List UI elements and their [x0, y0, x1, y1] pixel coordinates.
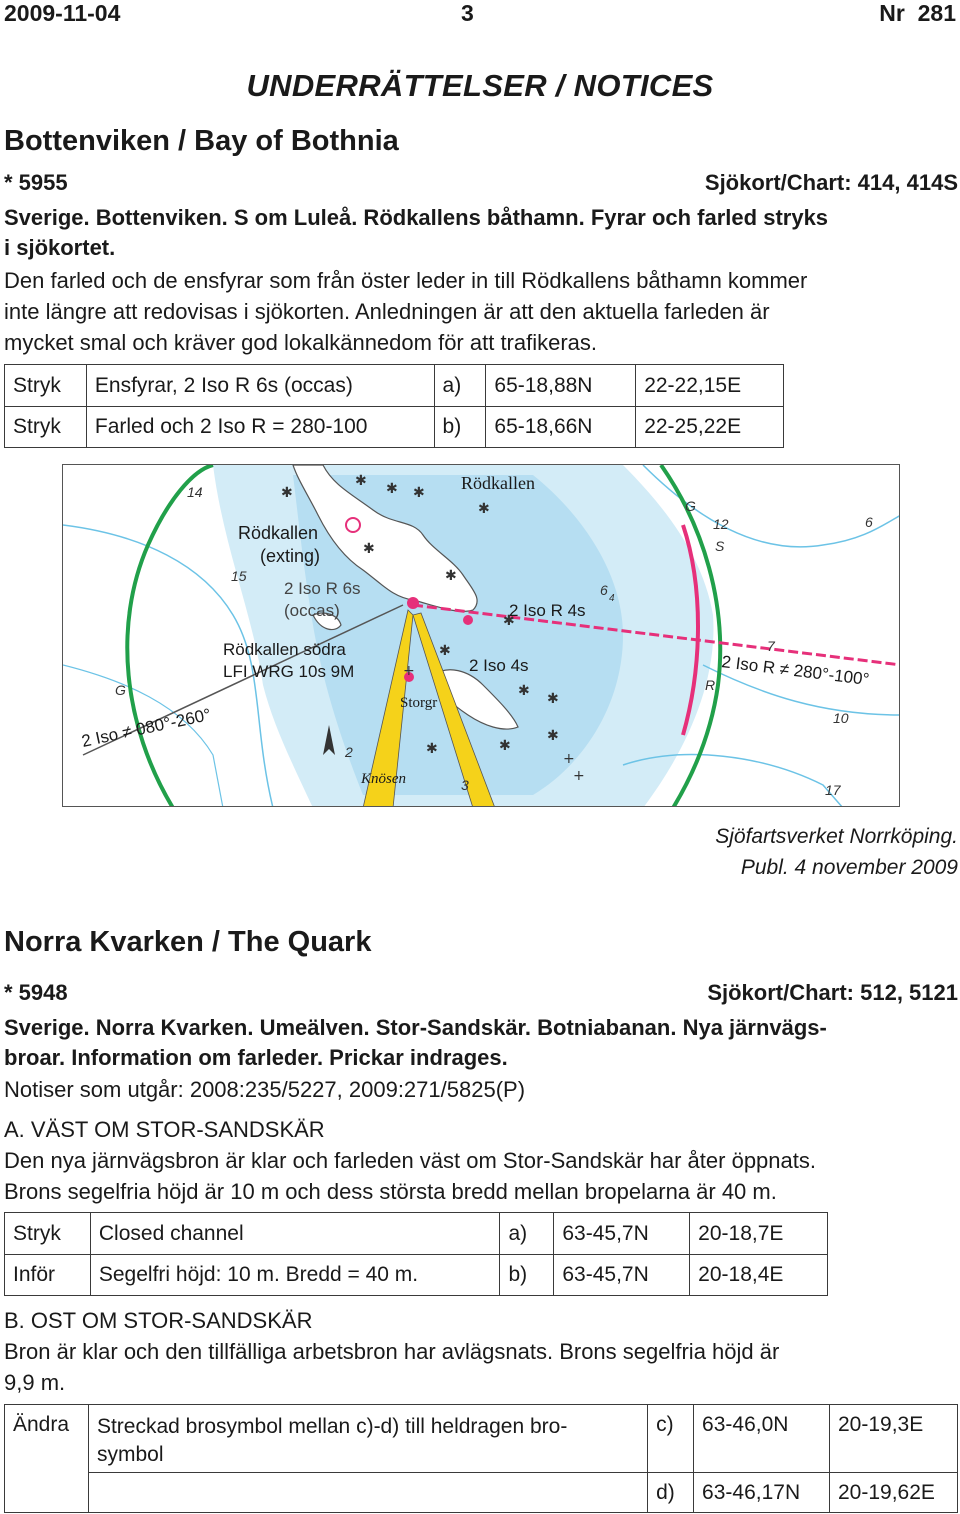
table-cell-action: Inför	[5, 1255, 91, 1296]
part-b-table	[4, 1404, 958, 1513]
map-depth: 12	[713, 516, 729, 532]
table-cell-latitude: 63-45,7N	[554, 1213, 690, 1255]
notice-subject-line: i sjökortet.	[4, 235, 116, 260]
map-label-exting: (exting)	[260, 546, 321, 566]
header-page-number: 3	[461, 0, 474, 26]
notice-subject-line: Sverige. Bottenviken. S om Luleå. Rödkallens båthamn. Fyrar och farled stryks	[4, 205, 829, 230]
map-label-leading-line-east: 2 Iso R ≠ 280°-100°	[720, 652, 871, 690]
table-row	[5, 407, 784, 448]
map-depth: 3	[461, 777, 469, 793]
table-cell-action: Stryk	[5, 407, 87, 448]
svg-text:✱: ✱	[503, 613, 515, 629]
table-cell-longitude: 20-18,7E	[690, 1213, 828, 1255]
table-cell-ref: a)	[500, 1213, 554, 1255]
map-label-lighthouse: LFI WRG 10s 9M	[223, 662, 355, 681]
part-b-heading: B. OST OM STOR-SANDSKÄR	[4, 1308, 313, 1333]
section-title-bay-of-bothnia: Bottenviken / Bay of Bothnia	[4, 125, 399, 157]
map-label-exting: Rödkallen	[238, 523, 319, 543]
table-row	[5, 1213, 828, 1255]
map-depth: 6	[865, 514, 873, 530]
map-depth: 4	[609, 593, 615, 604]
svg-text:✱: ✱	[547, 728, 559, 744]
svg-text:✱: ✱	[445, 568, 457, 584]
map-depth: 7	[767, 638, 775, 654]
table-cell-ref: c)	[648, 1405, 694, 1473]
notice-subject-line: Sverige. Norra Kvarken. Umeälven. Stor-Sandskär. Botniabanan. Nya järnvägs-	[4, 1015, 827, 1040]
notice-subject-line: broar. Information om farleder. Prickar indrages.	[4, 1045, 508, 1070]
table-cell-longitude: 20-18,4E	[690, 1255, 828, 1296]
table-cell-longitude: 22-25,22E	[636, 407, 784, 448]
section-title-the-quark: Norra Kvarken / The Quark	[4, 926, 372, 958]
header-date: 2009-11-04	[4, 0, 121, 26]
map-label-sector: G	[685, 498, 696, 514]
svg-text:✱: ✱	[363, 541, 375, 557]
description-line: symbol	[96, 1443, 164, 1466]
notice-body-line: mycket smal och kräver god lokalkännedom för att trafikeras.	[4, 330, 598, 355]
notice-number: * 5948	[4, 980, 68, 1005]
svg-text:✱: ✱	[439, 643, 451, 659]
page-header	[0, 0, 960, 30]
map-depth: 14	[187, 484, 203, 500]
table-cell-description: Ensfyrar, 2 Iso R 6s (occas)	[86, 365, 434, 407]
map-label-light: 2 Iso 4s	[469, 656, 529, 675]
svg-text:✱: ✱	[355, 473, 367, 489]
table-row	[5, 1473, 958, 1513]
map-label-lighthouse: Rödkallen södra	[223, 640, 346, 659]
part-a-text: Den nya järnvägsbron är klar och farleden väst om Stor-Sandskär har åter öppnats.	[4, 1148, 816, 1173]
svg-text:✱: ✱	[281, 485, 293, 501]
chart-svg	[63, 465, 900, 807]
notice-5955-table	[4, 364, 784, 448]
table-cell-ref: d)	[648, 1473, 694, 1513]
credit-line: Publ. 4 november 2009	[740, 856, 958, 879]
table-cell-description: Closed channel	[90, 1213, 500, 1255]
light-icon	[463, 615, 473, 625]
map-label-storgr: Storgr	[400, 695, 438, 711]
map-depth: 10	[833, 710, 849, 726]
header-issue: Nr 281	[879, 0, 956, 26]
part-a-text: Brons segelfria höjd är 10 m och dess största bredd mellan bropelarna är 40 m.	[4, 1179, 777, 1204]
table-cell-latitude: 65-18,88N	[486, 365, 636, 407]
notice-body-line: inte längre att redovisas i sjökorten. Anledningen är att den aktuella farleden är	[4, 299, 770, 324]
map-depth: 17	[825, 782, 841, 798]
svg-text:+: +	[403, 663, 415, 679]
table-cell-longitude: 20-19,62E	[830, 1473, 958, 1513]
part-b-text: Bron är klar och den tillfälliga arbetsbron har avlägsnats. Brons segelfria höjd är	[4, 1339, 780, 1364]
light-icon	[407, 597, 419, 609]
map-label-light: 2 Iso R 4s	[509, 601, 586, 620]
table-row	[5, 365, 784, 407]
notice-number: * 5955	[4, 170, 68, 195]
table-cell-description	[88, 1405, 647, 1473]
table-cell-description	[88, 1473, 647, 1513]
table-cell-latitude: 65-18,66N	[486, 407, 636, 448]
map-depth: 15	[231, 568, 247, 584]
table-cell-action: Stryk	[5, 1213, 91, 1255]
table-cell-ref: a)	[434, 365, 486, 407]
map-depth: 2	[345, 744, 353, 760]
map-label-leading-line-west: 2 Iso ≠ 080°-260°	[79, 704, 213, 751]
part-a-table	[4, 1212, 828, 1296]
part-b-text: 9,9 m.	[4, 1370, 66, 1395]
table-cell-longitude: 22-22,15E	[636, 365, 784, 407]
table-cell-action: Stryk	[5, 365, 87, 407]
table-row	[5, 1405, 958, 1473]
nautical-chart-excerpt	[62, 464, 900, 807]
svg-text:+: +	[573, 768, 585, 784]
table-cell-ref: b)	[500, 1255, 554, 1296]
notice-body-line: Den farled och de ensfyrar som från öster leder in till Rödkallens båthamn kommer	[4, 268, 808, 293]
svg-text:✱: ✱	[413, 485, 425, 501]
map-label-island: Rödkallen	[461, 473, 535, 493]
table-cell-description: Farled och 2 Iso R = 280-100	[86, 407, 434, 448]
table-cell-latitude: 63-46,17N	[694, 1473, 830, 1513]
map-label-knosen: Knösen	[361, 771, 406, 787]
map-depth: 6	[600, 582, 608, 598]
svg-text:+: +	[563, 751, 575, 767]
table-cell-latitude: 63-46,0N	[694, 1405, 830, 1473]
map-label-sector: R	[705, 677, 716, 693]
table-row	[5, 1255, 828, 1296]
svg-text:✱: ✱	[426, 741, 438, 757]
svg-text:✱: ✱	[478, 501, 490, 517]
table-cell-latitude: 63-45,7N	[554, 1255, 690, 1296]
map-label-occas-light: 2 Iso R 6s	[284, 579, 361, 598]
part-a-heading: A. VÄST OM STOR-SANDSKÄR	[4, 1117, 325, 1142]
chart-reference: Sjökort/Chart: 414, 414S	[704, 170, 958, 195]
chart-reference: Sjökort/Chart: 512, 5121	[707, 980, 958, 1005]
credit-line: Sjöfartsverket Norrköping.	[715, 825, 958, 848]
expired-notices: Notiser som utgår: 2008:235/5227, 2009:271/5825(P)	[4, 1077, 526, 1102]
map-label-occas-light: (occas)	[284, 601, 340, 620]
main-title: UNDERRÄTTELSER / NOTICES	[246, 68, 714, 103]
table-cell-longitude: 20-19,3E	[830, 1405, 958, 1473]
map-depth: S	[715, 538, 725, 554]
table-cell-description: Segelfri höjd: 10 m. Bredd = 40 m.	[90, 1255, 500, 1296]
svg-text:✱: ✱	[518, 683, 530, 699]
svg-text:✱: ✱	[499, 738, 511, 754]
description-line: Streckad brosymbol mellan c)-d) till heldragen bro-	[96, 1415, 568, 1438]
svg-text:✱: ✱	[547, 691, 559, 707]
table-cell-ref: b)	[434, 407, 486, 448]
map-label-sector: G	[115, 682, 126, 698]
svg-text:✱: ✱	[386, 481, 398, 497]
table-cell-action: Ändra	[5, 1405, 89, 1513]
